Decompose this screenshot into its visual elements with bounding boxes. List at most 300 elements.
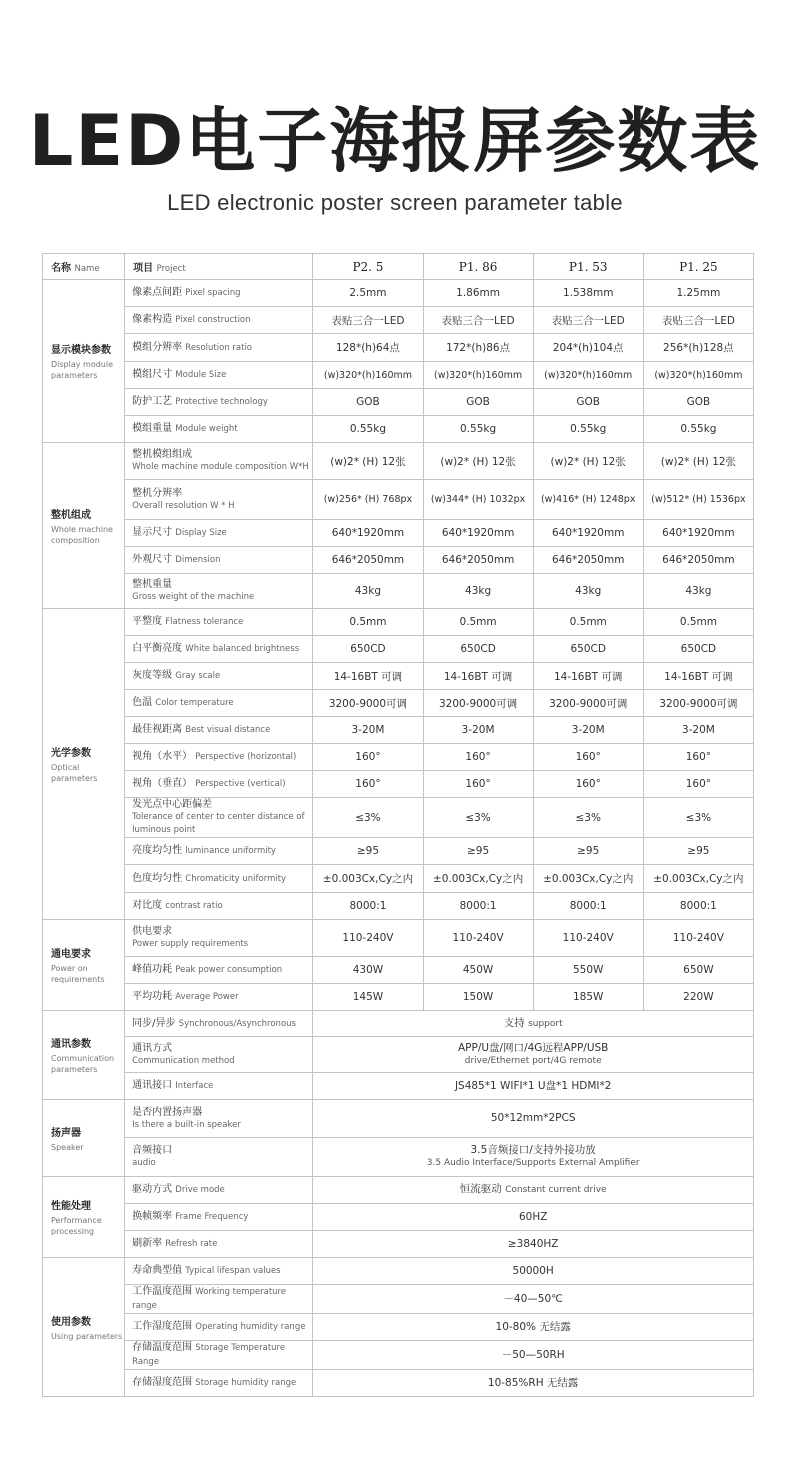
item-cell xyxy=(125,307,313,334)
header-project-en: Project xyxy=(156,264,186,274)
value-cell: 256*(h)128点 xyxy=(643,334,753,362)
item-cell xyxy=(125,1037,313,1073)
item-cell xyxy=(125,280,313,307)
value-cell: 2.5mm xyxy=(313,280,423,307)
value-cell: 650W xyxy=(643,957,753,984)
table-row xyxy=(43,771,754,798)
table-row xyxy=(43,389,754,416)
item-cell xyxy=(125,362,313,389)
value-cell: 3-20M xyxy=(533,717,643,744)
value-cell: 3200-9000可调 xyxy=(643,690,753,717)
spanning-value-cell: 10-85%RH 无结露 xyxy=(313,1370,754,1397)
item-label-cn: 存储温度范围 xyxy=(132,1342,193,1353)
group-cell-optical xyxy=(43,609,125,920)
value-cell: 204*(h)104点 xyxy=(533,334,643,362)
item-label-cn: 音频接口 xyxy=(132,1145,173,1156)
item-label-cn: 模组尺寸 xyxy=(132,369,173,380)
item-label-en: Gray scale xyxy=(175,671,221,681)
page-subtitle: LED electronic poster screen parameter table xyxy=(167,190,623,215)
item-label-en: Pixel construction xyxy=(175,315,251,325)
item-label-en: Refresh rate xyxy=(165,1239,218,1249)
spanning-value-cell: 50000H xyxy=(313,1258,754,1285)
value-cell: (w)2* (H) 12张 xyxy=(423,443,533,480)
table-row xyxy=(43,663,754,690)
value-cell: 650CD xyxy=(423,636,533,663)
item-cell xyxy=(125,1370,313,1397)
value-cn: 恒流驱动 xyxy=(459,1183,502,1195)
item-cell xyxy=(125,1231,313,1258)
value-cell: ±0.003Cx,Cy之内 xyxy=(313,865,423,893)
value-cell: (w)2* (H) 12张 xyxy=(643,443,753,480)
item-label-cn: 整机重量 xyxy=(132,579,173,590)
spanning-value-cell: 10-80% 无结露 xyxy=(313,1314,754,1341)
item-cell xyxy=(125,1314,313,1341)
item-cell xyxy=(125,984,313,1011)
value-cell: ≤3% xyxy=(533,798,643,838)
spanning-value-cell: JS485*1 WIFI*1 U盘*1 HDMI*2 xyxy=(313,1073,754,1100)
item-label-en: Perspective (vertical) xyxy=(195,779,286,789)
value-cell: 110-240V xyxy=(533,920,643,957)
value-cell: GOB xyxy=(313,389,423,416)
value-cell: GOB xyxy=(643,389,753,416)
item-label-cn: 防护工艺 xyxy=(132,396,173,407)
item-label-en: Dimension xyxy=(175,555,221,565)
value-cell: ≥95 xyxy=(643,838,753,865)
value-cell: 646*2050mm xyxy=(313,547,423,574)
group-cell-display xyxy=(43,280,125,443)
item-cell xyxy=(125,389,313,416)
page-title: LED电子海报屏参数表 xyxy=(28,100,762,182)
group-label-cn: 性能处理 xyxy=(51,1201,91,1212)
header-project-cell xyxy=(125,254,313,280)
header-project-cn: 项目 xyxy=(133,263,154,274)
table-row xyxy=(43,1177,754,1204)
item-label-en: Flatness tolerance xyxy=(165,617,244,627)
value-cn: 支持 xyxy=(503,1016,525,1029)
item-cell xyxy=(125,636,313,663)
value-cell: 160° xyxy=(643,771,753,798)
value-cell: (w)320*(h)160mm xyxy=(313,362,423,389)
group-cell-speaker xyxy=(43,1100,125,1177)
group-label-cn: 整机组成 xyxy=(51,509,91,521)
item-cell xyxy=(125,1011,313,1037)
table-row xyxy=(43,1204,754,1231)
item-label-cn: 像素构造 xyxy=(132,314,173,325)
table-row xyxy=(43,717,754,744)
parameter-table-body xyxy=(43,254,754,1397)
table-row xyxy=(43,280,754,307)
value-cell: 172*(h)86点 xyxy=(423,334,533,362)
group-label-en: Performance processing xyxy=(51,1216,102,1236)
item-label-cn: 视角（垂直） xyxy=(132,778,193,789)
table-row xyxy=(43,443,754,480)
value-cell: 160° xyxy=(423,744,533,771)
value-cell: ≥95 xyxy=(533,838,643,865)
item-label-en: White balanced brightness xyxy=(185,644,300,654)
item-cell xyxy=(125,574,313,609)
table-row xyxy=(43,1258,754,1285)
value-cell: 220W xyxy=(643,984,753,1011)
group-label-cn: 显示模块参数 xyxy=(51,345,111,356)
item-cell xyxy=(125,771,313,798)
group-label-en: Whole machine composition xyxy=(51,524,113,545)
value-cell: 14-16BT 可调 xyxy=(533,663,643,690)
value-cell: ±0.003Cx,Cy之内 xyxy=(643,865,753,893)
table-row xyxy=(43,1341,754,1370)
value-cell: 43kg xyxy=(643,574,753,609)
value-cell: 160° xyxy=(533,771,643,798)
value-cell: 160° xyxy=(533,744,643,771)
item-label-cn: 色温 xyxy=(132,697,153,708)
item-cell xyxy=(125,1258,313,1285)
group-label-cn: 使用参数 xyxy=(51,1316,91,1328)
item-cell xyxy=(125,690,313,717)
value-cell: GOB xyxy=(533,389,643,416)
value-cell: ≤3% xyxy=(423,798,533,838)
item-cell xyxy=(125,443,313,480)
value-cell: 185W xyxy=(533,984,643,1011)
value-cell: 640*1920mm xyxy=(643,520,753,547)
spanning-value-cell xyxy=(313,1138,754,1177)
header-model-p153: P1. 53 xyxy=(533,254,643,280)
item-label-en: Display Size xyxy=(175,528,227,538)
item-label-cn: 像素点间距 xyxy=(132,287,183,298)
spanning-value-cell: 50*12mm*2PCS xyxy=(313,1100,754,1138)
item-label-cn: 是否内置扬声器 xyxy=(132,1106,203,1118)
table-row xyxy=(43,798,754,838)
table-row xyxy=(43,957,754,984)
item-cell xyxy=(125,920,313,957)
table-row xyxy=(43,1100,754,1138)
item-label-en: Is there a built-in speaker xyxy=(132,1119,241,1130)
value-cell: GOB xyxy=(423,389,533,416)
value-cell: 646*2050mm xyxy=(423,547,533,574)
item-cell xyxy=(125,744,313,771)
header-name-cn: 名称 xyxy=(51,263,71,274)
value-cell: 3200-9000可调 xyxy=(423,690,533,717)
value-cell: 8000:1 xyxy=(643,893,753,920)
table-row xyxy=(43,1011,754,1037)
table-row xyxy=(43,1314,754,1341)
value-cell: 43kg xyxy=(313,574,423,609)
value-cell: 表贴三合一LED xyxy=(533,307,643,334)
value-cell: 650CD xyxy=(313,636,423,663)
value-cell: 1.538mm xyxy=(533,280,643,307)
group-cell-perf xyxy=(43,1177,125,1258)
item-label-cn: 工作湿度范围 xyxy=(132,1321,193,1332)
item-label-cn: 存储湿度范围 xyxy=(132,1377,193,1388)
item-label-cn: 对比度 xyxy=(132,900,163,911)
item-label-cn: 外观尺寸 xyxy=(132,554,173,565)
item-label-en: Overall resolution W * H xyxy=(132,500,235,511)
value-cell: 3200-9000可调 xyxy=(533,690,643,717)
item-label-cn: 发光点中心距偏差 xyxy=(132,799,213,810)
value-cell: ±0.003Cx,Cy之内 xyxy=(423,865,533,893)
item-cell xyxy=(125,893,313,920)
item-label-en: Interface xyxy=(175,1081,214,1091)
table-row xyxy=(43,1037,754,1073)
value-cell: 表贴三合一LED xyxy=(313,307,423,334)
value-cell: 150W xyxy=(423,984,533,1011)
table-row xyxy=(43,920,754,957)
group-cell-power xyxy=(43,920,125,1011)
item-label-cn: 视角（水平） xyxy=(132,751,193,762)
item-cell xyxy=(125,838,313,865)
group-label-en: Using parameters xyxy=(51,1331,123,1341)
value-cell: 0.55kg xyxy=(313,416,423,443)
item-label-en: Module weight xyxy=(175,424,238,434)
value-cell: 表贴三合一LED xyxy=(643,307,753,334)
value-cell: 110-240V xyxy=(423,920,533,957)
item-cell xyxy=(125,957,313,984)
group-label-en: Optical parameters xyxy=(51,763,98,783)
item-label-en: contrast ratio xyxy=(165,901,223,911)
value-en: Constant current drive xyxy=(505,1185,607,1195)
value-cell: (w)320*(h)160mm xyxy=(643,362,753,389)
item-label-cn: 通讯接口 xyxy=(132,1080,173,1091)
item-label-cn: 整机分辨率 xyxy=(132,487,183,499)
item-label-cn: 寿命典型值 xyxy=(132,1265,183,1276)
header-model-p186: P1. 86 xyxy=(423,254,533,280)
value-cell: 550W xyxy=(533,957,643,984)
item-label-en: Perspective (horizontal) xyxy=(195,752,297,762)
value-cell: (w)2* (H) 12张 xyxy=(533,443,643,480)
item-label-cn: 亮度均匀性 xyxy=(132,845,183,856)
item-cell xyxy=(125,1341,313,1370)
value-cell: 8000:1 xyxy=(533,893,643,920)
table-row xyxy=(43,480,754,520)
item-cell xyxy=(125,865,313,893)
item-cell xyxy=(125,663,313,690)
table-row xyxy=(43,520,754,547)
item-cell xyxy=(125,1073,313,1100)
value-cell: 3-20M xyxy=(423,717,533,744)
item-cell xyxy=(125,547,313,574)
item-label-cn: 平整度 xyxy=(132,616,163,627)
value-cell: 43kg xyxy=(423,574,533,609)
value-cell: 160° xyxy=(643,744,753,771)
value-cell: ≤3% xyxy=(643,798,753,838)
value-cell: 1.86mm xyxy=(423,280,533,307)
item-label-en: Module Size xyxy=(175,370,227,380)
table-row xyxy=(43,1073,754,1100)
value-cell: 0.55kg xyxy=(643,416,753,443)
item-label-cn: 刷新率 xyxy=(132,1238,163,1249)
item-cell xyxy=(125,717,313,744)
value-cell: 43kg xyxy=(533,574,643,609)
value-cell: 110-240V xyxy=(313,920,423,957)
value-cell: (w)256* (H) 768px xyxy=(313,480,423,520)
spanning-value-cell: ≥3840HZ xyxy=(313,1231,754,1258)
item-cell xyxy=(125,334,313,362)
value-cell: 0.5mm xyxy=(423,609,533,636)
item-cell xyxy=(125,1100,313,1138)
item-label-cn: 同步/异步 xyxy=(132,1017,176,1029)
group-cell-machine xyxy=(43,443,125,609)
group-cell-usage xyxy=(43,1258,125,1397)
group-label-cn: 通讯参数 xyxy=(51,1039,91,1050)
header-model-p125: P1. 25 xyxy=(643,254,753,280)
header-name-cell xyxy=(43,254,125,280)
item-label-en: Drive mode xyxy=(175,1185,225,1195)
item-label-en: Power supply requirements xyxy=(132,939,249,949)
item-cell xyxy=(125,609,313,636)
value-cell: 0.55kg xyxy=(533,416,643,443)
spanning-value-cell xyxy=(313,1177,754,1204)
item-label-cn: 供电要求 xyxy=(132,926,173,937)
table-row xyxy=(43,1285,754,1314)
item-label-en: Gross weight of the machine xyxy=(132,592,255,602)
value-cell: 0.5mm xyxy=(533,609,643,636)
parameter-table xyxy=(42,253,754,1397)
item-cell xyxy=(125,416,313,443)
value-cell: 0.55kg xyxy=(423,416,533,443)
item-label-en: Peak power consumption xyxy=(175,965,283,975)
item-label-en: Color temperature xyxy=(155,698,234,708)
value-cell: 14-16BT 可调 xyxy=(313,663,423,690)
value-cell: ≥95 xyxy=(423,838,533,865)
table-row xyxy=(43,984,754,1011)
item-cell xyxy=(125,798,313,838)
value-cell: 160° xyxy=(313,771,423,798)
value-cell: 450W xyxy=(423,957,533,984)
item-cell xyxy=(125,520,313,547)
value-cn: 3.5音频接口/支持外接功放 xyxy=(470,1144,596,1156)
item-label-cn: 显示尺寸 xyxy=(132,527,173,538)
value-cell: 1.25mm xyxy=(643,280,753,307)
item-label-cn: 换帧频率 xyxy=(132,1211,173,1222)
item-label-en: Typical lifespan values xyxy=(185,1266,281,1276)
value-cell: 表贴三合一LED xyxy=(423,307,533,334)
item-label-en: Pixel spacing xyxy=(185,288,241,298)
group-label-en: Power on requirements xyxy=(51,964,105,984)
value-cell: ≤3% xyxy=(313,798,423,838)
spanning-value-cell xyxy=(313,1037,754,1073)
item-label-en: Synchronous/Asynchronous xyxy=(178,1018,296,1029)
group-cell-comm xyxy=(43,1011,125,1100)
item-label-en: Storage Temperature Range xyxy=(132,1343,286,1367)
spanning-value-cell: 60HZ xyxy=(313,1204,754,1231)
table-row xyxy=(43,1231,754,1258)
item-label-cn: 峰值功耗 xyxy=(132,964,173,975)
group-label-en: Communication parameters xyxy=(51,1054,115,1074)
item-label-cn: 模组重量 xyxy=(132,423,173,434)
value-cn: APP/U盘/网口/4G远程APP/USB xyxy=(457,1041,609,1054)
item-label-en: Communication method xyxy=(132,1055,235,1066)
spanning-value-cell: －40—50℃ xyxy=(313,1285,754,1314)
table-row xyxy=(43,416,754,443)
item-label-cn: 工作温度范围 xyxy=(132,1286,193,1297)
value-cell: 650CD xyxy=(643,636,753,663)
value-cell: ±0.003Cx,Cy之内 xyxy=(533,865,643,893)
value-cell: 3-20M xyxy=(643,717,753,744)
value-cell: 0.5mm xyxy=(313,609,423,636)
item-label-cn: 模组分辨率 xyxy=(132,341,183,353)
table-row xyxy=(43,690,754,717)
spanning-value-cell xyxy=(313,1011,754,1037)
item-label-en: audio xyxy=(132,1158,156,1168)
group-label-cn: 通电要求 xyxy=(51,949,91,960)
table-row xyxy=(43,865,754,893)
item-label-en: Best visual distance xyxy=(185,725,271,735)
item-label-cn: 平均功耗 xyxy=(132,991,173,1002)
value-en: support xyxy=(528,1018,563,1029)
item-label-en: Operating humidity range xyxy=(195,1322,306,1332)
value-cell: 3200-9000可调 xyxy=(313,690,423,717)
value-en: 3.5 Audio Interface/Supports External Amplifier xyxy=(426,1158,640,1168)
item-label-en: luminance uniformity xyxy=(185,846,276,856)
item-label-cn: 最佳视距离 xyxy=(132,724,183,735)
table-row xyxy=(43,609,754,636)
item-label-cn: 通讯方式 xyxy=(132,1042,173,1054)
value-cell: 128*(h)64点 xyxy=(313,334,423,362)
item-label-cn: 灰度等级 xyxy=(132,670,173,681)
item-label-en: Protective technology xyxy=(175,397,268,407)
spanning-value-cell: －50—50RH xyxy=(313,1341,754,1370)
table-row xyxy=(43,307,754,334)
item-label-en: Working temperature range xyxy=(132,1287,287,1311)
table-row xyxy=(43,636,754,663)
item-label-en: Frame Frequency xyxy=(175,1212,249,1222)
value-cell: 110-240V xyxy=(643,920,753,957)
item-cell xyxy=(125,1285,313,1314)
value-cell: 14-16BT 可调 xyxy=(643,663,753,690)
value-cell: 14-16BT 可调 xyxy=(423,663,533,690)
item-label-en: Average Power xyxy=(175,992,239,1002)
group-label-cn: 扬声器 xyxy=(51,1127,81,1139)
value-cell: 640*1920mm xyxy=(533,520,643,547)
item-label-cn: 驱动方式 xyxy=(132,1184,173,1195)
table-row xyxy=(43,547,754,574)
table-row xyxy=(43,334,754,362)
value-cell: (w)2* (H) 12张 xyxy=(313,443,423,480)
value-cell: 640*1920mm xyxy=(313,520,423,547)
value-cell: 650CD xyxy=(533,636,643,663)
value-cell: 8000:1 xyxy=(313,893,423,920)
item-cell xyxy=(125,1204,313,1231)
value-cell: ≥95 xyxy=(313,838,423,865)
table-row xyxy=(43,574,754,609)
value-cell: 160° xyxy=(313,744,423,771)
table-header-row xyxy=(43,254,754,280)
item-cell xyxy=(125,480,313,520)
value-en: drive/Ethernet port/4G remote xyxy=(464,1055,602,1066)
item-label-cn: 色度均匀性 xyxy=(132,872,183,884)
table-row xyxy=(43,362,754,389)
group-label-cn: 光学参数 xyxy=(51,748,91,759)
item-cell xyxy=(125,1138,313,1177)
group-label-en: Display module parameters xyxy=(51,360,114,380)
item-label-cn: 白平衡亮度 xyxy=(132,643,183,654)
value-cell: 160° xyxy=(423,771,533,798)
header-model-p25: P2. 5 xyxy=(313,254,423,280)
value-cell: 145W xyxy=(313,984,423,1011)
item-label-en: Chromaticity uniformity xyxy=(185,873,287,884)
item-label-cn: 整机模组组成 xyxy=(132,449,193,460)
value-cell: (w)512* (H) 1536px xyxy=(643,480,753,520)
table-row xyxy=(43,744,754,771)
item-label-en: Whole machine module composition W*H xyxy=(132,462,309,472)
item-cell xyxy=(125,1177,313,1204)
value-cell: 0.5mm xyxy=(643,609,753,636)
table-row xyxy=(43,1370,754,1397)
item-label-en: Tolerance of center to center distance of luminous point xyxy=(132,812,305,835)
value-cell: (w)416* (H) 1248px xyxy=(533,480,643,520)
value-cell: 646*2050mm xyxy=(533,547,643,574)
table-row xyxy=(43,893,754,920)
value-cell: 430W xyxy=(313,957,423,984)
value-cell: 3-20M xyxy=(313,717,423,744)
